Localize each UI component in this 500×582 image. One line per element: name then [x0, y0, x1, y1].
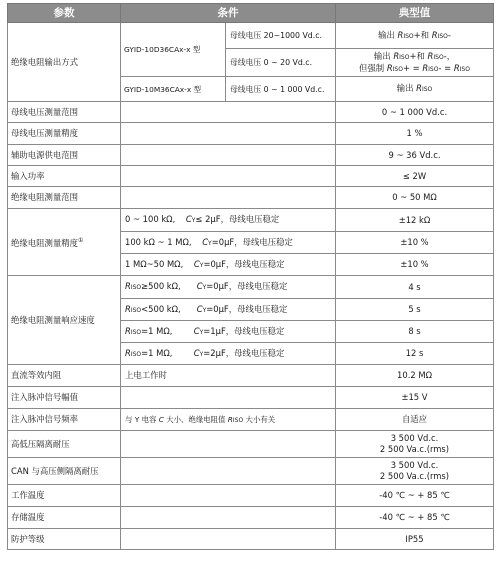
response-condition: RISO<500 kΩ, CY=0μF，母线电压稳定 — [121, 299, 336, 321]
row-condition — [121, 485, 336, 507]
dc-res-condition: 上电工作时 — [121, 365, 336, 387]
row-condition — [121, 145, 336, 166]
hv-iso-label: 高低压隔离耐压 — [8, 431, 121, 458]
row-value: 0 ~ 50 MΩ — [336, 187, 494, 209]
pulse-freq-value: 自适应 — [336, 409, 494, 431]
table-row — [8, 145, 494, 166]
response-value: 4 s — [336, 276, 494, 299]
hv-iso-value: 3 500 Vd.c. 2 500 Va.c.(rms) — [336, 431, 494, 458]
table-row — [8, 507, 494, 529]
output-mode-value3: 输出 RISO — [336, 77, 494, 102]
header-condition: 条件 — [121, 4, 336, 23]
output-mode-model1: GYID-10D36CAx-x 型 — [121, 23, 226, 77]
row-value: 1 % — [336, 123, 494, 145]
pulse-freq-condition: 与 Y 电容 C 大小、绝缘电阻值 RISO 大小有关 — [121, 409, 336, 431]
response-condition: RISO=1 MΩ, CY=2μF，母线电压稳定 — [121, 343, 336, 365]
st-temp-label: 存储温度 — [8, 507, 121, 529]
response-value: 12 s — [336, 343, 494, 365]
header-param: 参数 — [8, 4, 121, 23]
row-label: 母线电压测量范围 — [8, 102, 121, 123]
can-iso-value: 3 500 Vd.c. 2 500 Va.c.(rms) — [336, 458, 494, 485]
row-condition — [121, 166, 336, 187]
row-condition — [121, 123, 336, 145]
row-value: 9 ~ 36 Vd.c. — [336, 145, 494, 166]
response-label: 绝缘电阻测量响应速度 — [8, 276, 121, 365]
pulse-amp-label: 注入脉冲信号幅值 — [8, 387, 121, 409]
header-row — [8, 4, 494, 23]
accuracy-value: ±12 kΩ — [336, 209, 494, 232]
dc-res-label: 直流等效内阻 — [8, 365, 121, 387]
row-condition — [121, 431, 336, 458]
table-row — [8, 123, 494, 145]
table-row — [8, 23, 494, 49]
row-label: 输入功率 — [8, 166, 121, 187]
pulse-amp-value: ±15 V — [336, 387, 494, 409]
op-temp-value: -40 ℃ ~ + 85 ℃ — [336, 485, 494, 507]
accuracy-value: ±10 % — [336, 254, 494, 276]
output-mode-label: 绝缘电阻输出方式 — [8, 23, 121, 102]
table-row — [8, 187, 494, 209]
table-row — [8, 166, 494, 187]
row-label: 辅助电源供电范围 — [8, 145, 121, 166]
can-iso-label: CAN 与高压侧隔离耐压 — [8, 458, 121, 485]
response-value: 8 s — [336, 321, 494, 343]
output-mode-sub2: 母线电压 0 ~ 20 Vd.c. — [226, 49, 336, 77]
pulse-freq-label: 注入脉冲信号频率 — [8, 409, 121, 431]
output-mode-value1: 输出 RISO+和 RISO- — [336, 23, 494, 49]
table-row — [8, 209, 494, 232]
row-condition — [121, 102, 336, 123]
response-condition: RISO≥500 kΩ, CY=0μF，母线电压稳定 — [121, 276, 336, 299]
row-condition — [121, 507, 336, 529]
table-row — [8, 529, 494, 550]
accuracy-condition: 0 ~ 100 kΩ, CY≤ 2μF，母线电压稳定 — [121, 209, 336, 232]
table-row — [8, 102, 494, 123]
table-row — [8, 276, 494, 299]
table-row — [8, 431, 494, 458]
accuracy-value: ±10 % — [336, 232, 494, 254]
table-row — [8, 365, 494, 387]
accuracy-label: 绝缘电阻测量精度① — [8, 209, 121, 276]
output-mode-value2: 输出 RISO+和 RISO-， 但强制 RISO+ = RISO- = RISO — [336, 49, 494, 77]
table-row — [8, 387, 494, 409]
st-temp-value: -40 ℃ ~ + 85 ℃ — [336, 507, 494, 529]
output-mode-sub1: 母线电压 20~1000 Vd.c. — [226, 23, 336, 49]
op-temp-label: 工作温度 — [8, 485, 121, 507]
row-value: ≤ 2W — [336, 166, 494, 187]
table-row — [8, 485, 494, 507]
row-condition — [121, 458, 336, 485]
output-mode-model2: GYID-10M36CAx-x 型 — [121, 77, 226, 102]
row-condition — [121, 387, 336, 409]
row-label: 绝缘电阻测量范围 — [8, 187, 121, 209]
header-typical: 典型值 — [336, 4, 494, 23]
output-mode-sub3: 母线电压 0 ~ 1 000 Vd.c. — [226, 77, 336, 102]
row-condition — [121, 187, 336, 209]
ip-value: IP55 — [336, 529, 494, 550]
response-condition: RISO=1 MΩ, CY=1μF，母线电压稳定 — [121, 321, 336, 343]
row-condition — [121, 529, 336, 550]
accuracy-condition: 1 MΩ~50 MΩ, CY=0μF，母线电压稳定 — [121, 254, 336, 276]
row-label: 母线电压测量精度 — [8, 123, 121, 145]
spec-table — [7, 3, 494, 550]
accuracy-condition: 100 kΩ ~ 1 MΩ, CY=0μF，母线电压稳定 — [121, 232, 336, 254]
response-value: 5 s — [336, 299, 494, 321]
table-row — [8, 458, 494, 485]
ip-label: 防护等级 — [8, 529, 121, 550]
dc-res-value: 10.2 MΩ — [336, 365, 494, 387]
table-row — [8, 409, 494, 431]
row-value: 0 ~ 1 000 Vd.c. — [336, 102, 494, 123]
